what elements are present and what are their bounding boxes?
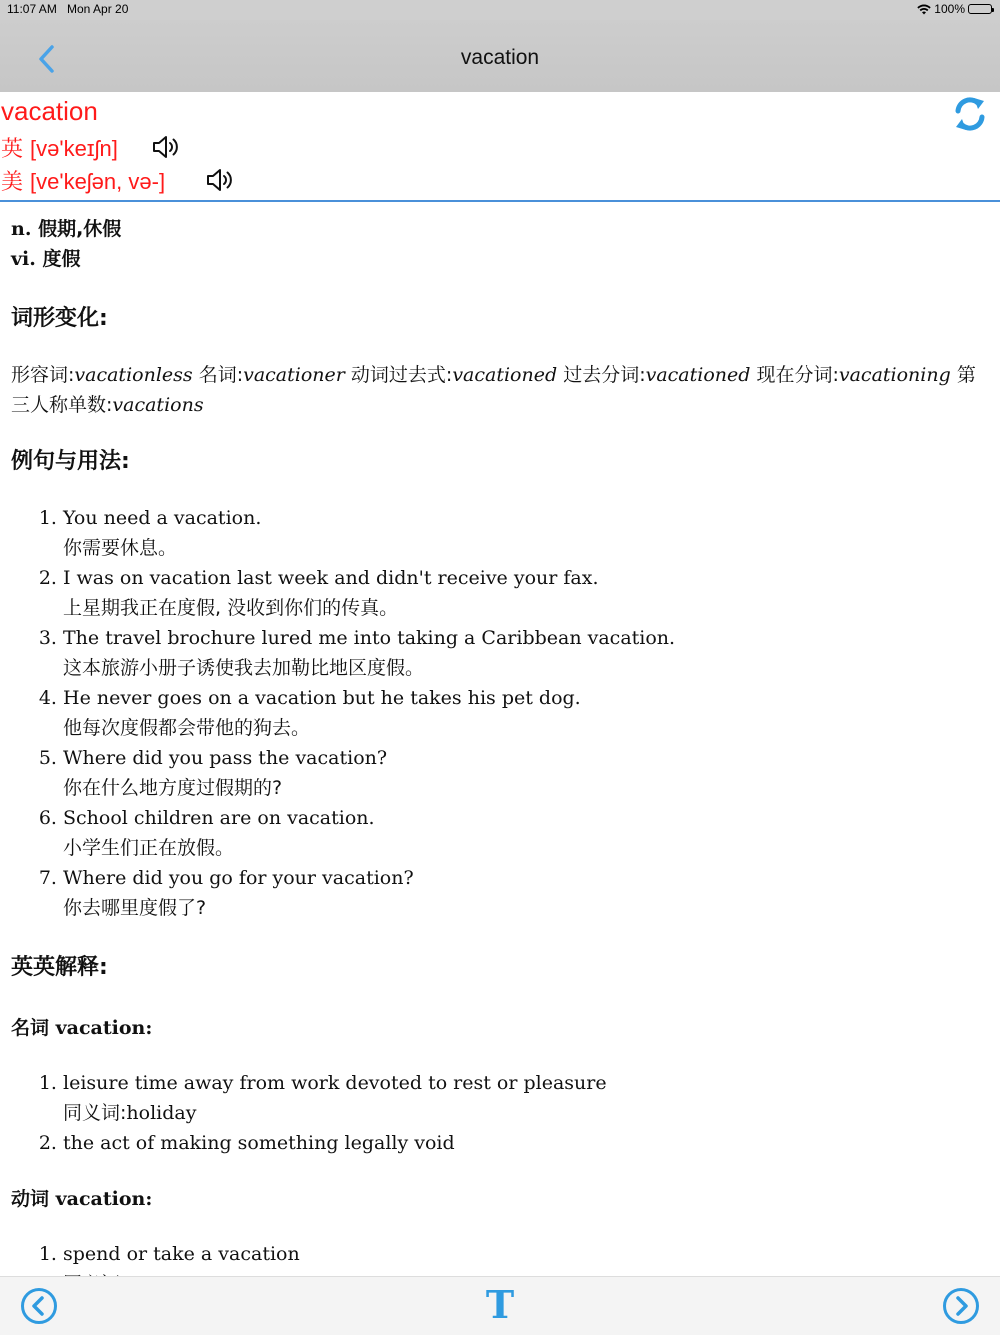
- list-item: [63, 563, 986, 623]
- form-value: vacationless: [74, 364, 193, 386]
- example-en: School children are on vacation.: [63, 807, 375, 829]
- battery-icon: [968, 4, 992, 14]
- meaning-pos: n.: [11, 218, 32, 240]
- noun-word: vacation:: [55, 1017, 153, 1039]
- status-right: [917, 2, 992, 16]
- example-zh: 你在什么地方度过假期的?: [63, 777, 283, 799]
- meaning-text: 假期,休假: [38, 218, 122, 240]
- battery-percent: 100%: [934, 2, 965, 16]
- uk-ipa: [və'keɪʃn]: [30, 136, 118, 161]
- word-header: [0, 92, 1000, 202]
- noun-definitions: [11, 1068, 986, 1158]
- us-pronunciation: [1, 165, 165, 196]
- example-zh: 你需要休息。: [63, 537, 178, 559]
- english-heading: 英英解释:: [11, 955, 108, 980]
- example-zh: 小学生们正在放假。: [63, 837, 235, 859]
- meaning-line: [11, 244, 986, 274]
- form-value: vacationed: [645, 364, 751, 386]
- verb-word: vacation:: [55, 1188, 153, 1210]
- list-item: [63, 863, 986, 923]
- nav-bar: [0, 20, 1000, 92]
- uk-pronunciation: [1, 132, 118, 163]
- next-circle-icon[interactable]: [942, 1287, 980, 1325]
- status-bar: [0, 0, 1000, 20]
- speaker-icon-us[interactable]: [205, 165, 235, 195]
- list-item: [63, 743, 986, 803]
- status-time: 11:07 AM: [7, 2, 57, 16]
- form-label: 过去分词:: [563, 364, 646, 386]
- example-en: The travel brochure lured me into taking a Caribbean vacation.: [63, 627, 676, 649]
- form-value: vacations: [112, 394, 204, 416]
- bottom-toolbar: [0, 1276, 1000, 1335]
- list-item: [63, 503, 986, 563]
- form-value: vacationing: [838, 364, 951, 386]
- synonym-value: holiday: [126, 1102, 197, 1124]
- synonym-line: [63, 1098, 986, 1128]
- form-value: vacationer: [243, 364, 345, 386]
- definition-content: [11, 214, 986, 1299]
- example-zh: 他每次度假都会带他的狗去。: [63, 717, 311, 739]
- headword: vacation: [1, 96, 98, 126]
- list-item: [63, 623, 986, 683]
- forms-heading: 词形变化:: [11, 306, 108, 331]
- example-zh: 上星期我正在度假, 没收到你们的传真。: [63, 597, 399, 619]
- form-label: 名词:: [198, 364, 244, 386]
- example-zh: 这本旅游小册子诱使我去加勒比地区度假。: [63, 657, 425, 679]
- example-en: You need a vacation.: [63, 507, 262, 529]
- meanings: [11, 214, 986, 274]
- examples-list: [11, 503, 986, 923]
- form-value: vacationed: [452, 364, 558, 386]
- refresh-icon[interactable]: [952, 96, 988, 132]
- us-ipa: [ve'keʃən, və-]: [30, 169, 166, 194]
- form-label: 第三人称单数:: [11, 364, 976, 416]
- list-item: [63, 1128, 986, 1158]
- example-en: Where did you go for your vacation?: [63, 867, 414, 889]
- definition-text: the act of making something legally void: [63, 1132, 455, 1154]
- wifi-icon: [917, 4, 931, 15]
- example-en: He never goes on a vacation but he takes his pet dog.: [63, 687, 581, 709]
- uk-label: 英: [1, 137, 24, 162]
- meaning-line: [11, 214, 986, 244]
- noun-heading: [11, 1013, 986, 1043]
- font-size-button[interactable]: T: [485, 1282, 515, 1327]
- verb-label: 动词: [11, 1188, 50, 1210]
- list-item: [63, 803, 986, 863]
- previous-circle-icon[interactable]: [20, 1287, 58, 1325]
- form-label: 动词过去式:: [350, 364, 453, 386]
- verb-heading: [11, 1184, 986, 1214]
- form-label: 现在分词:: [756, 364, 839, 386]
- synonym-label: 同义词:: [63, 1102, 127, 1124]
- page-title: vacation: [460, 46, 540, 69]
- meaning-pos: vi.: [11, 248, 36, 270]
- meaning-text: 度假: [42, 248, 81, 270]
- list-item: [63, 1068, 986, 1128]
- status-date: Mon Apr 20: [67, 2, 129, 16]
- definition-text: spend or take a vacation: [63, 1243, 300, 1265]
- list-item: [63, 683, 986, 743]
- word-forms: [11, 360, 986, 420]
- examples-heading: 例句与用法:: [11, 449, 130, 474]
- us-label: 美: [1, 170, 24, 195]
- speaker-icon-uk[interactable]: [151, 132, 181, 162]
- definition-text: leisure time away from work devoted to rest or pleasure: [63, 1072, 607, 1094]
- form-label: 形容词:: [11, 364, 75, 386]
- example-en: Where did you pass the vacation?: [63, 747, 388, 769]
- example-zh: 你去哪里度假了?: [63, 897, 207, 919]
- example-en: I was on vacation last week and didn't receive your fax.: [63, 567, 599, 589]
- noun-label: 名词: [11, 1017, 50, 1039]
